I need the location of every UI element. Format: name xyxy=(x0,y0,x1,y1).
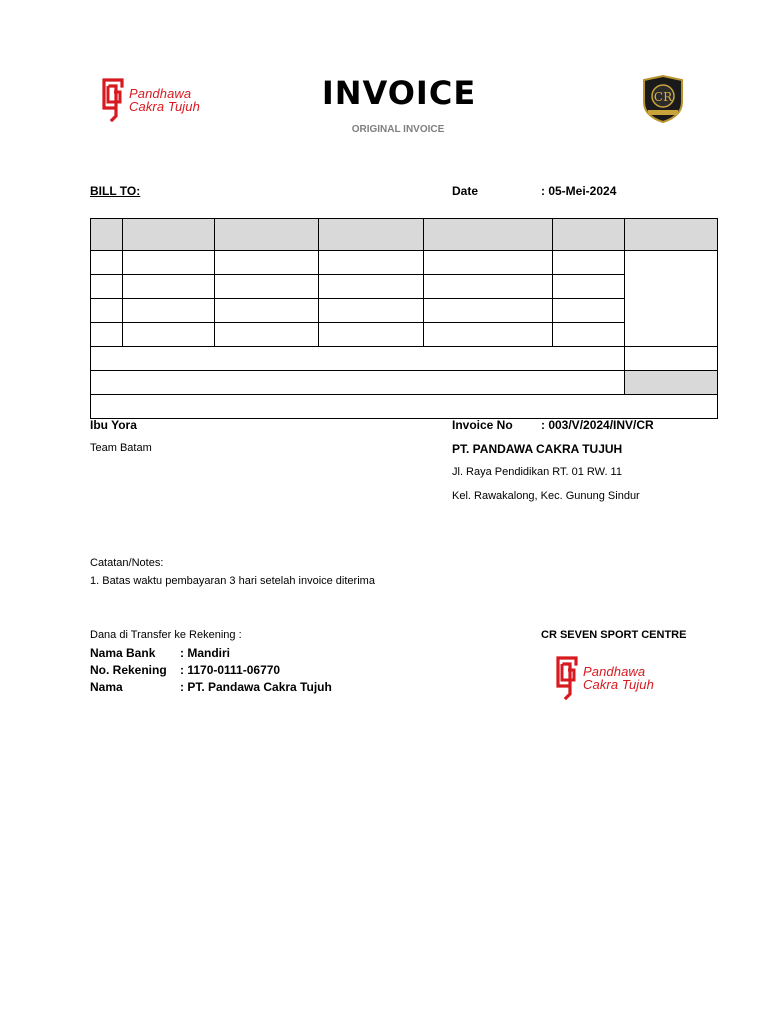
total-row xyxy=(91,371,718,395)
page-title: INVOICE xyxy=(321,74,477,112)
logo-line-2: Cakra Tujuh xyxy=(129,99,200,114)
cell xyxy=(319,275,424,299)
cell xyxy=(215,299,319,323)
cell xyxy=(123,251,215,275)
customer-team: Team Batam xyxy=(90,442,152,454)
notes-item-1: 1. Batas waktu pembayaran 3 hari setelah invoice diterima xyxy=(90,575,375,587)
invoice-items-table xyxy=(90,218,718,419)
cell xyxy=(553,323,625,347)
cell xyxy=(319,251,424,275)
bank-name-value: : Mandiri xyxy=(180,646,230,660)
customer-name: Ibu Yora xyxy=(90,418,137,432)
amount-in-words-row xyxy=(91,395,718,419)
account-holder-label: Nama xyxy=(90,680,123,694)
cell xyxy=(91,299,123,323)
table-row xyxy=(91,275,718,299)
merged-cell xyxy=(625,251,718,347)
logo-line-1: Pandhawa xyxy=(583,664,646,679)
cell xyxy=(215,275,319,299)
cell xyxy=(424,251,553,275)
cell xyxy=(319,299,424,323)
cell xyxy=(123,299,215,323)
company-address-2: Kel. Rawakalong, Kec. Gunung Sindur xyxy=(452,490,640,502)
cell xyxy=(215,323,319,347)
invoice-no-value: : 003/V/2024/INV/CR xyxy=(541,418,654,432)
cell xyxy=(424,323,553,347)
company-address-1: Jl. Raya Pendidikan RT. 01 RW. 11 xyxy=(452,466,622,478)
header-cell xyxy=(625,219,718,251)
cr-crest-badge-icon xyxy=(640,74,686,124)
header-cell xyxy=(553,219,625,251)
total-label-cell xyxy=(91,371,625,395)
page-subtitle: ORIGINAL INVOICE xyxy=(351,124,445,135)
cell xyxy=(215,251,319,275)
cell xyxy=(553,251,625,275)
account-holder-value: : PT. Pandawa Cakra Tujuh xyxy=(180,680,332,694)
cell xyxy=(424,299,553,323)
header-cell xyxy=(319,219,424,251)
cell xyxy=(319,323,424,347)
pct-logo-icon xyxy=(556,656,580,700)
logo-line-1: Pandhawa xyxy=(129,86,192,101)
table-header-row xyxy=(91,219,718,251)
invoice-no-label: Invoice No xyxy=(452,418,513,432)
amount-in-words-cell xyxy=(91,395,718,419)
subtotal-row xyxy=(91,347,718,371)
cell xyxy=(424,275,553,299)
signature-logo xyxy=(556,656,654,700)
cell xyxy=(123,323,215,347)
header-cell xyxy=(424,219,553,251)
header-cell xyxy=(215,219,319,251)
cell xyxy=(91,323,123,347)
svg-text:CR: CR xyxy=(653,90,673,104)
account-number-value: : 1170-0111-06770 xyxy=(180,663,281,677)
subtotal-label-cell xyxy=(91,347,625,371)
total-value-cell xyxy=(625,371,718,395)
table-row xyxy=(91,251,718,275)
header-cell xyxy=(123,219,215,251)
subtotal-value-cell xyxy=(625,347,718,371)
cell xyxy=(553,299,625,323)
logo-line-2: Cakra Tujuh xyxy=(583,677,654,692)
cell xyxy=(91,275,123,299)
notes-heading: Catatan/Notes: xyxy=(90,557,164,569)
transfer-intro: Dana di Transfer ke Rekening : xyxy=(90,629,242,641)
date-value: : 05-Mei-2024 xyxy=(541,184,617,198)
company-name: PT. PANDAWA CAKRA TUJUH xyxy=(452,442,623,456)
header-cell xyxy=(91,219,123,251)
cell xyxy=(91,251,123,275)
date-label: Date xyxy=(452,184,479,198)
table-row xyxy=(91,323,718,347)
cell xyxy=(553,275,625,299)
bill-to-label: BILL TO: xyxy=(90,184,141,198)
signature-org: CR SEVEN SPORT CENTRE xyxy=(541,629,687,641)
account-number-label: No. Rekening xyxy=(90,663,167,677)
bank-name-label: Nama Bank xyxy=(90,646,156,660)
crest-badge xyxy=(640,74,686,129)
table-row xyxy=(91,299,718,323)
cell xyxy=(123,275,215,299)
